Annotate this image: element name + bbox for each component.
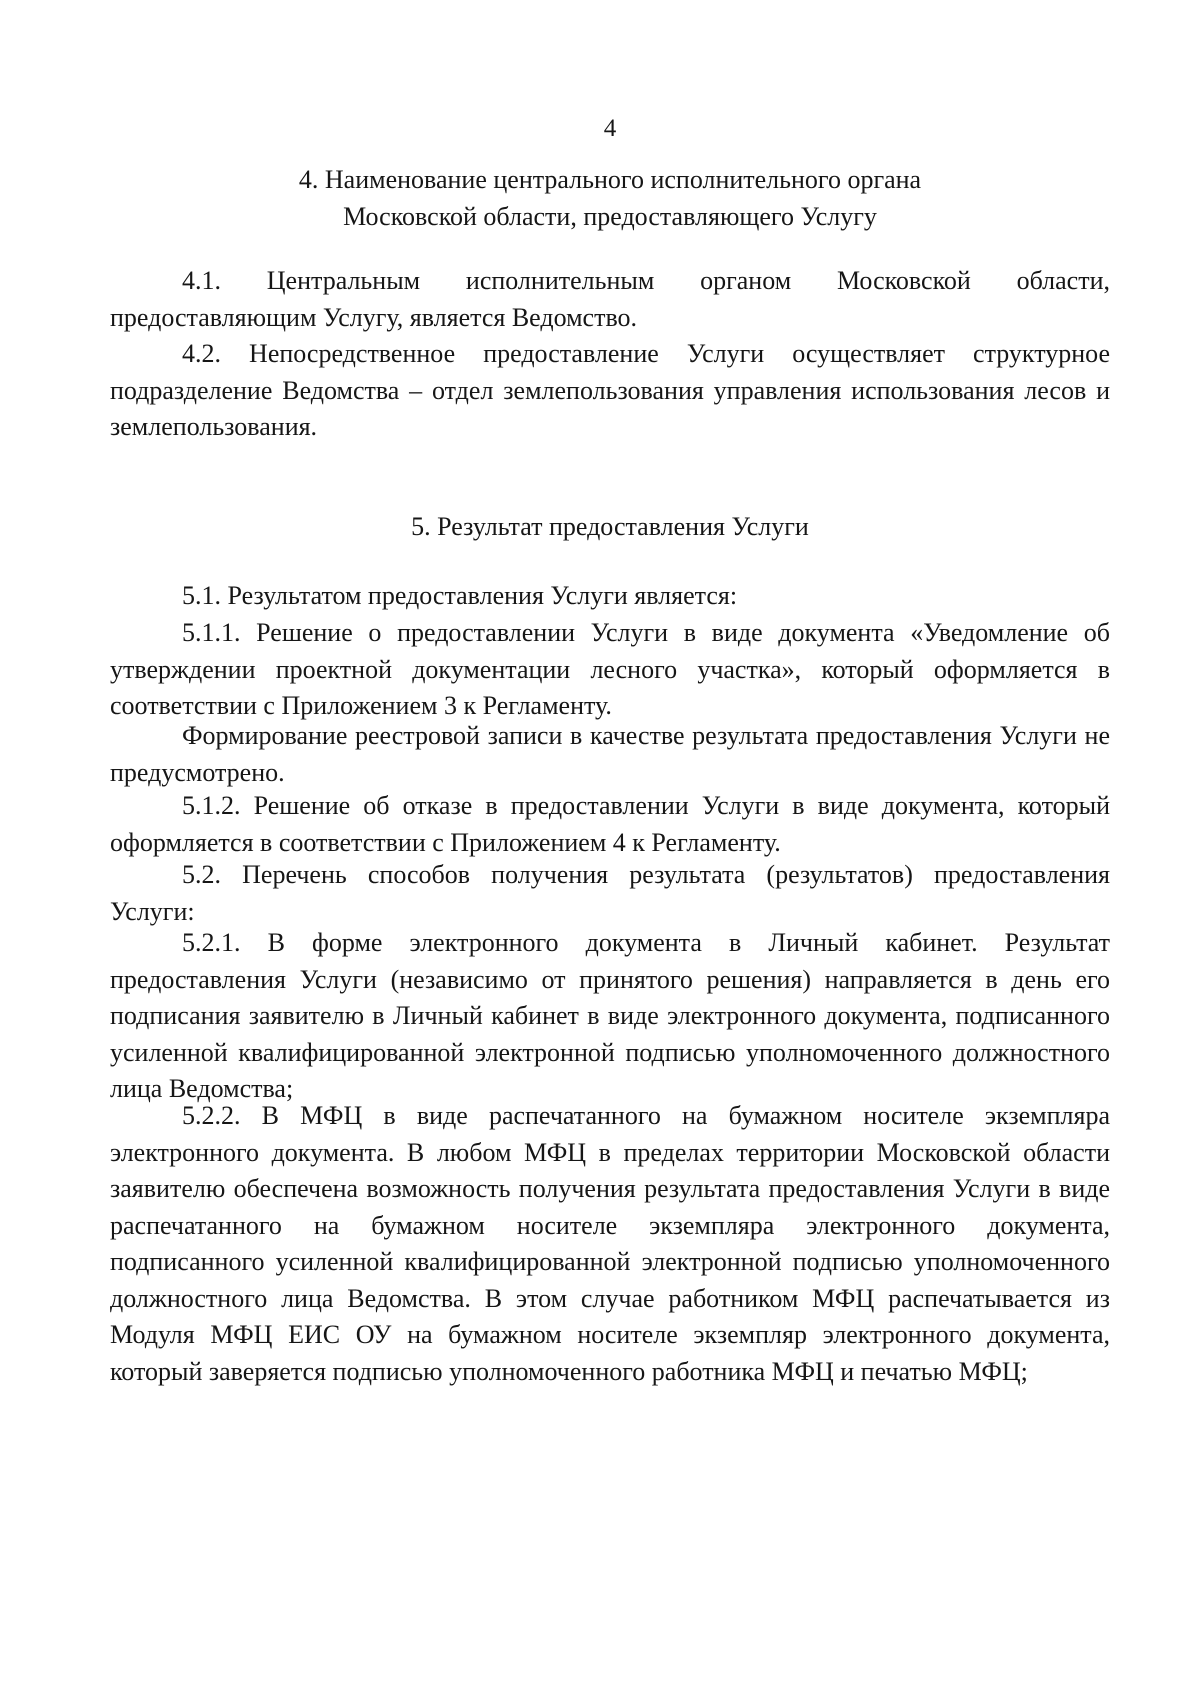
document-page	[110, 0, 1110, 1697]
paragraph-5-2: 5.2. Перечень способов получения результата (результатов) предоставления Услуги:	[110, 860, 1110, 926]
paragraph-5-1-2: 5.1.2. Решение об отказе в предоставлении Услуги в виде документа, который оформляется в соответствии с Приложением 4 к Регламенту.	[110, 791, 1110, 857]
paragraph-registry-record: Формирование реестровой записи в качестве результата предоставления Услуги не предусмотрено.	[110, 721, 1110, 787]
paragraph-5-1-1: 5.1.1. Решение о предоставлении Услуги в виде документа «Уведомление об утверждении проектной документации лесного участка», который оформляется в соответствии с Приложением 3 к Регламенту.	[110, 618, 1110, 720]
section-5-heading	[110, 508, 1110, 545]
section-4-heading	[110, 161, 1110, 235]
section-4-heading-line-2: Московской области, предоставляющего Услугу	[343, 202, 877, 231]
paragraph-4-2: 4.2. Непосредственное предоставление Услуги осуществляет структурное подразделение Ведомства – отдел землепользования управления использования лесов и землепользования.	[110, 339, 1110, 441]
paragraph-5-2-2: 5.2.2. В МФЦ в виде распечатанного на бумажном носителе экземпляра электронного документа. В любом МФЦ в пределах территории Московской области заявителю обеспечена возможность получения результата предоставления Услуги в виде распечатанного на бумажном носителе экземпляра электронного документа, подписанного усиленной квалифицированной электронной подписью уполномоченного должностного лица Ведомства. В этом случае работником МФЦ распечатывается из Модуля МФЦ ЕИС ОУ на бумажном носителе экземпляр электронного документа, который заверяется подписью уполномоченного работника МФЦ и печатью МФЦ;	[110, 1101, 1110, 1386]
page-number: 4	[603, 115, 617, 142]
section-4-heading-line-1: 4. Наименование центрального исполнительного органа	[298, 165, 922, 194]
section-5-heading-line: 5. Результат предоставления Услуги	[411, 512, 809, 541]
paragraph-5-2-1: 5.2.1. В форме электронного документа в Личный кабинет. Результат предоставления Услуги (независимо от принятого решения) направляется в день его подписания заявителю в Личный кабинет в виде электронного документа, подписанного усиленной квалифицированной электронной подписью уполномоченного должностного лица Ведомства;	[110, 928, 1110, 1103]
paragraph-5-1: 5.1. Результатом предоставления Услуги является:	[182, 581, 738, 610]
paragraph-4-1: 4.1. Центральным исполнительным органом Московской области, предоставляющим Услугу, является Ведомство.	[110, 266, 1110, 332]
